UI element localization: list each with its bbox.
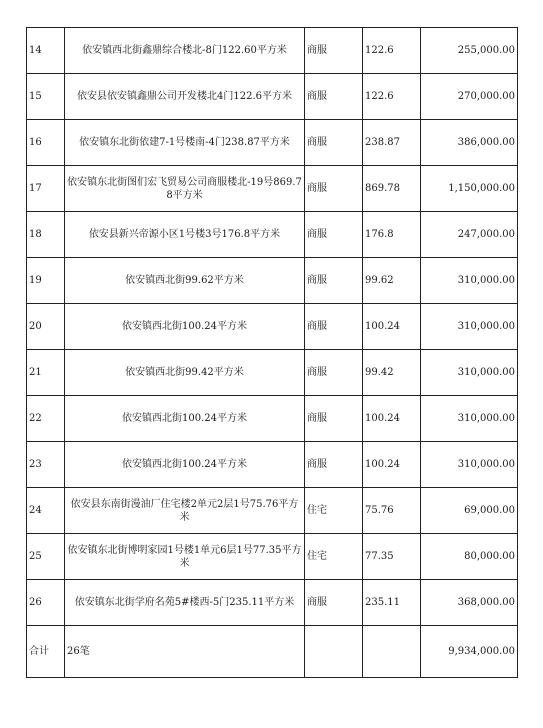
row-number: 17: [27, 166, 65, 212]
table-row: [27, 534, 518, 580]
property-use: 住宅: [305, 534, 363, 580]
property-location: 依安县东南街漫油厂住宅楼2单元2层1号75.76平方米: [65, 488, 305, 534]
property-location: 依安镇西北街100.24平方米: [65, 304, 305, 350]
property-price: 270,000.00: [421, 74, 518, 120]
table-row: [27, 442, 518, 488]
property-price: 310,000.00: [421, 258, 518, 304]
table-row: [27, 304, 518, 350]
property-location: 依安县依安镇鑫鼎公司开发楼北4门122.6平方米: [65, 74, 305, 120]
property-area: 77.35: [363, 534, 421, 580]
total-use-empty: [305, 626, 363, 678]
property-location: 依安镇东北街依建7-1号楼南-4门238.87平方米: [65, 120, 305, 166]
property-use: 商服: [305, 350, 363, 396]
property-use: 商服: [305, 304, 363, 350]
property-area: 75.76: [363, 488, 421, 534]
table-row: [27, 396, 518, 442]
property-price: 386,000.00: [421, 120, 518, 166]
table-row: [27, 120, 518, 166]
row-number: 26: [27, 580, 65, 626]
property-area: 122.6: [363, 74, 421, 120]
row-number: 23: [27, 442, 65, 488]
property-area: 122.6: [363, 28, 421, 74]
total-count: 26笔: [65, 626, 305, 678]
property-price: 255,000.00: [421, 28, 518, 74]
row-number: 15: [27, 74, 65, 120]
property-area: 235.11: [363, 580, 421, 626]
row-number: 20: [27, 304, 65, 350]
table-row: [27, 488, 518, 534]
row-number: 25: [27, 534, 65, 580]
row-number: 24: [27, 488, 65, 534]
property-location: 依安镇东北街学府名苑5#楼西-5门235.11平方米: [65, 580, 305, 626]
row-number: 14: [27, 28, 65, 74]
property-area: 100.24: [363, 304, 421, 350]
property-use: 商服: [305, 166, 363, 212]
total-row: [27, 626, 518, 678]
total-price: 9,934,000.00: [421, 626, 518, 678]
property-use: 商服: [305, 28, 363, 74]
property-price: 310,000.00: [421, 350, 518, 396]
asset-table-body: [27, 28, 518, 678]
row-number: 22: [27, 396, 65, 442]
property-location: 依安县新兴帝源小区1号楼3号176.8平方米: [65, 212, 305, 258]
property-price: 69,000.00: [421, 488, 518, 534]
property-location: 依安镇西北街100.24平方米: [65, 396, 305, 442]
property-area: 100.24: [363, 396, 421, 442]
row-number: 19: [27, 258, 65, 304]
table-row: [27, 28, 518, 74]
total-label: 合计: [27, 626, 65, 678]
property-use: 住宅: [305, 488, 363, 534]
property-area: 238.87: [363, 120, 421, 166]
property-location: 依安镇西北街99.62平方米: [65, 258, 305, 304]
property-location: 依安镇西北街鑫鼎综合楼北-8门122.60平方米: [65, 28, 305, 74]
table-row: [27, 580, 518, 626]
property-use: 商服: [305, 258, 363, 304]
property-price: 310,000.00: [421, 396, 518, 442]
property-price: 310,000.00: [421, 304, 518, 350]
table-row: [27, 212, 518, 258]
property-area: 869.78: [363, 166, 421, 212]
asset-listing-sheet: [26, 27, 517, 678]
property-price: 1,150,000.00: [421, 166, 518, 212]
property-location: 依安镇西北街99.42平方米: [65, 350, 305, 396]
table-row: [27, 166, 518, 212]
property-area: 176.8: [363, 212, 421, 258]
property-use: 商服: [305, 74, 363, 120]
property-use: 商服: [305, 580, 363, 626]
property-area: 99.62: [363, 258, 421, 304]
property-location: 依安镇东北街博明家园1号楼1单元6层1号77.35平方米: [65, 534, 305, 580]
total-area-empty: [363, 626, 421, 678]
property-price: 310,000.00: [421, 442, 518, 488]
property-use: 商服: [305, 212, 363, 258]
row-number: 16: [27, 120, 65, 166]
row-number: 18: [27, 212, 65, 258]
property-area: 100.24: [363, 442, 421, 488]
property-use: 商服: [305, 396, 363, 442]
property-area: 99.42: [363, 350, 421, 396]
property-price: 247,000.00: [421, 212, 518, 258]
property-price: 80,000.00: [421, 534, 518, 580]
property-location: 依安镇东北街图们宏飞贸易公司商服楼北-19号869.78平方米: [65, 166, 305, 212]
property-use: 商服: [305, 120, 363, 166]
property-use: 商服: [305, 442, 363, 488]
table-row: [27, 258, 518, 304]
asset-table: [26, 27, 518, 678]
table-row: [27, 350, 518, 396]
row-number: 21: [27, 350, 65, 396]
table-row: [27, 74, 518, 120]
property-location: 依安镇西北街100.24平方米: [65, 442, 305, 488]
property-price: 368,000.00: [421, 580, 518, 626]
